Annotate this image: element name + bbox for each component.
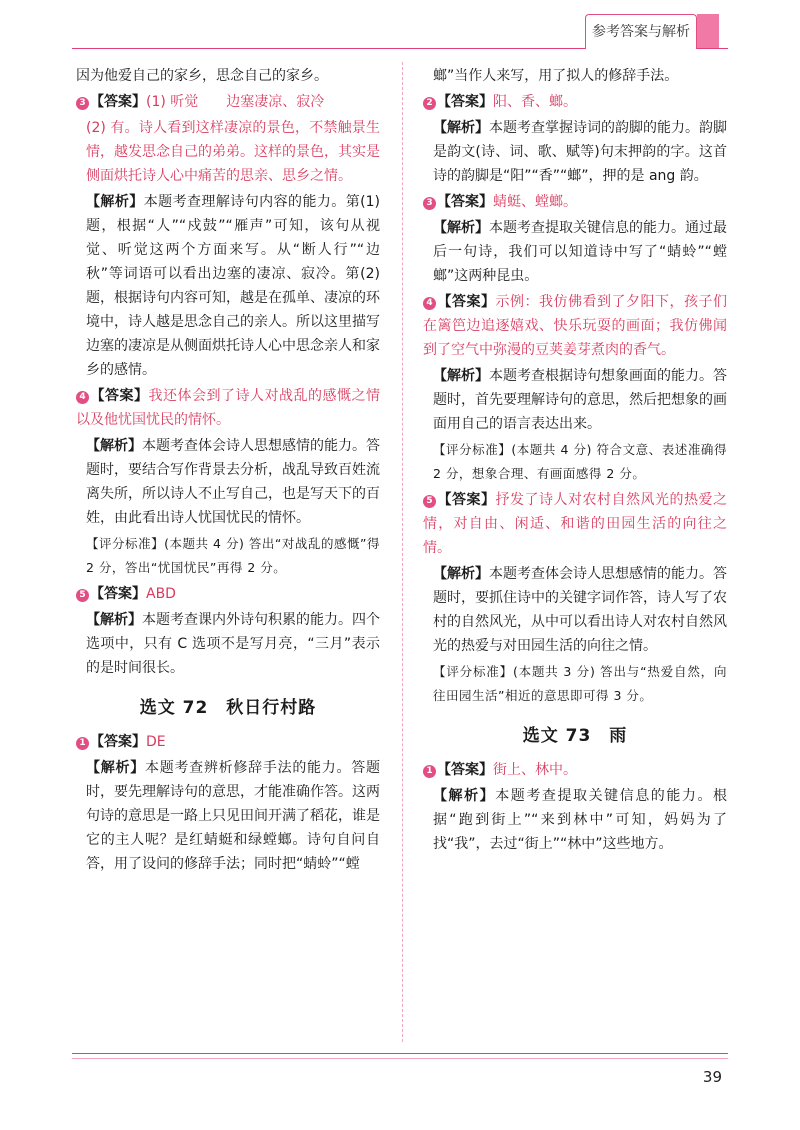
scoring-tag: 【评分标准】 [433,664,513,679]
answer-text: 抒发了诗人对农村自然风光的热爱之情，对自由、闲适、和谐的田园生活的向往之情。 [423,492,727,556]
question-number-badge: 3 [76,97,89,110]
answer-tag: 【答案】 [437,194,493,210]
question-number-badge: 2 [423,97,436,110]
answer-block-73-1 [423,758,727,856]
analysis-tag: 【解析】 [433,788,496,804]
analysis-tag: 【解析】 [86,612,142,628]
question-number-badge: 1 [76,737,89,750]
analysis-tag: 【解析】 [433,220,489,236]
analysis-text: 本题考查体会诗人思想感情的能力。答题时，要抓住诗中的关键字词作答，诗人写了农村的自然风光，从中可以看出诗人对农村自然风光的热爱与对田园生活的向往之情。 [433,566,727,654]
answer-block-72-4 [423,290,727,486]
page-number: 39 [702,1068,722,1086]
scoring-text: (本题共 4 分) 符合文意、表述准确得 2 分，想象合理、有画面感得 2 分。 [433,442,727,481]
answer-text: DE [146,734,166,750]
analysis-text: 本题考查掌握诗词的韵脚的能力。韵脚是韵文(诗、词、歌、赋等)句末押韵的字。这首诗的韵脚是“阳”“香”“螂”，押的是 ang 韵。 [433,120,727,184]
question-number-badge: 3 [423,197,436,210]
column-divider [402,62,403,1042]
section-title-72: 选文 72 秋日行村路 [139,698,317,718]
answer-text: 蜻蜓、螳螂。 [493,194,577,210]
scoring-tag: 【评分标准】 [86,536,165,551]
answer-block-3 [76,90,380,382]
answer-text: ABD [146,586,176,602]
answer-block-72-1 [76,730,380,876]
question-number-badge: 5 [423,495,436,508]
answer-block-4 [76,384,380,580]
answer-tag: 【答案】 [90,734,146,750]
answer-block-72-2 [423,90,727,188]
analysis-text: 本题考查根据诗句想象画面的能力。答题时，首先要理解诗句的意思，然后把想象的画面用自己的语言表达出来。 [433,368,727,432]
running-header: 参考答案与解析 [585,14,697,49]
scoring-text: (本题共 4 分) 答出“对战乱的感慨”得 2 分，答出“忧国忧民”再得 2 分。 [86,536,380,575]
answer-block-72-5 [423,488,727,708]
analysis-text: 本题考查体会诗人思想感情的能力。答题时，要结合写作背景去分析，战乱导致百姓流离失所，所以诗人不止写自己，也是写天下的百姓，由此看出诗人忧国忧民的情怀。 [86,438,380,526]
analysis-tag: 【解析】 [86,760,145,776]
analysis-text: 本题考查辨析修辞手法的能力。答题时，要先理解诗句的意思，才能准确作答。这两句诗的意思是一路上只见田间开满了稻花，谁是它的主人呢？是红蜻蜓和绿螳螂。诗句自问自答，用了设问的修辞手法；同时把“蜻蛉”“螳 [86,760,381,872]
answer-tag: 【答案】 [437,94,493,110]
answer-text: 阳、香、螂。 [493,94,577,110]
analysis-text: 本题考查提取关键信息的能力。通过最后一句诗，我们可以知道诗中写了“蜻蛉”“螳螂”这两种昆虫。 [433,220,727,284]
analysis-text: 本题考查提取关键信息的能力。根据“跑到街上”“来到林中”可知，妈妈为了找“我”，去过“街上”“林中”这些地方。 [433,788,728,852]
footer-rule-secondary [72,1058,728,1059]
footer-rule [72,1053,728,1054]
intro-text: 因为他爱自己的家乡，思念自己的家乡。 [76,68,328,84]
question-number-badge: 5 [76,589,89,602]
answer-block-5 [76,582,380,680]
analysis-text: 本题考查理解诗句内容的能力。第(1)题，根据“人”“戍鼓”“雁声”可知，该句从视觉、听觉这两个方面来写。从“断人行”“边秋”等词语可以看出边塞的凄凉、寂冷。第(2)题，根据诗句内容可知，越是在孤单、凄凉的环境中，诗人越是思念自己的亲人。所以这里描写边塞的凄凉是从侧面烘托诗人心中思念亲人和家乡的感情。 [86,194,380,378]
analysis-tag: 【解析】 [86,194,144,210]
header-accent-block [697,14,719,48]
answer-tag: 【答案】 [90,586,146,602]
answer-text: 街上、林中。 [493,762,577,778]
answer-tag: 【答案】 [437,492,496,508]
left-column [76,64,380,878]
answer-tag: 【答案】 [90,388,149,404]
analysis-tag: 【解析】 [433,120,489,136]
question-number-badge: 1 [423,765,436,778]
analysis-text: 本题考查课内外诗句积累的能力。四个选项中，只有 C 选项不是写月亮，“三月”表示的是时间很长。 [86,612,380,676]
question-number-badge: 4 [76,391,89,404]
answer-text: 我还体会到了诗人对战乱的感慨之情以及他忧国忧民的情怀。 [76,388,380,428]
analysis-tag: 【解析】 [433,368,489,384]
analysis-tag: 【解析】 [86,438,142,454]
answer-tag: 【答案】 [90,94,146,110]
right-column [423,64,727,858]
section-title-73: 选文 73 雨 [522,726,628,746]
answer-tag: 【答案】 [437,294,496,310]
answer-tag: 【答案】 [437,762,493,778]
answer-block-72-3 [423,190,727,288]
scoring-text: (本题共 3 分) 答出与“热爱自然，向往田园生活”相近的意思即可得 3 分。 [433,664,727,703]
answer-text: (2) 有。诗人看到这样凄凉的景色，不禁触景生情，越发思念自己的弟弟。这样的景色，其实是侧面烘托诗人心中痛苦的思亲、思乡之情。 [86,120,380,184]
answer-text: (1) 听觉 边塞凄凉、寂冷 [146,94,325,110]
continued-text: 螂”当作人来写，用了拟人的修辞手法。 [433,68,679,84]
question-number-badge: 4 [423,297,436,310]
answer-text: 示例：我仿佛看到了夕阳下，孩子们在篱笆边追逐嬉戏、快乐玩耍的画面；我仿佛闻到了空气中弥漫的豆荚姜芽煮肉的香气。 [423,294,727,358]
analysis-tag: 【解析】 [433,566,489,582]
scoring-tag: 【评分标准】 [433,442,512,457]
